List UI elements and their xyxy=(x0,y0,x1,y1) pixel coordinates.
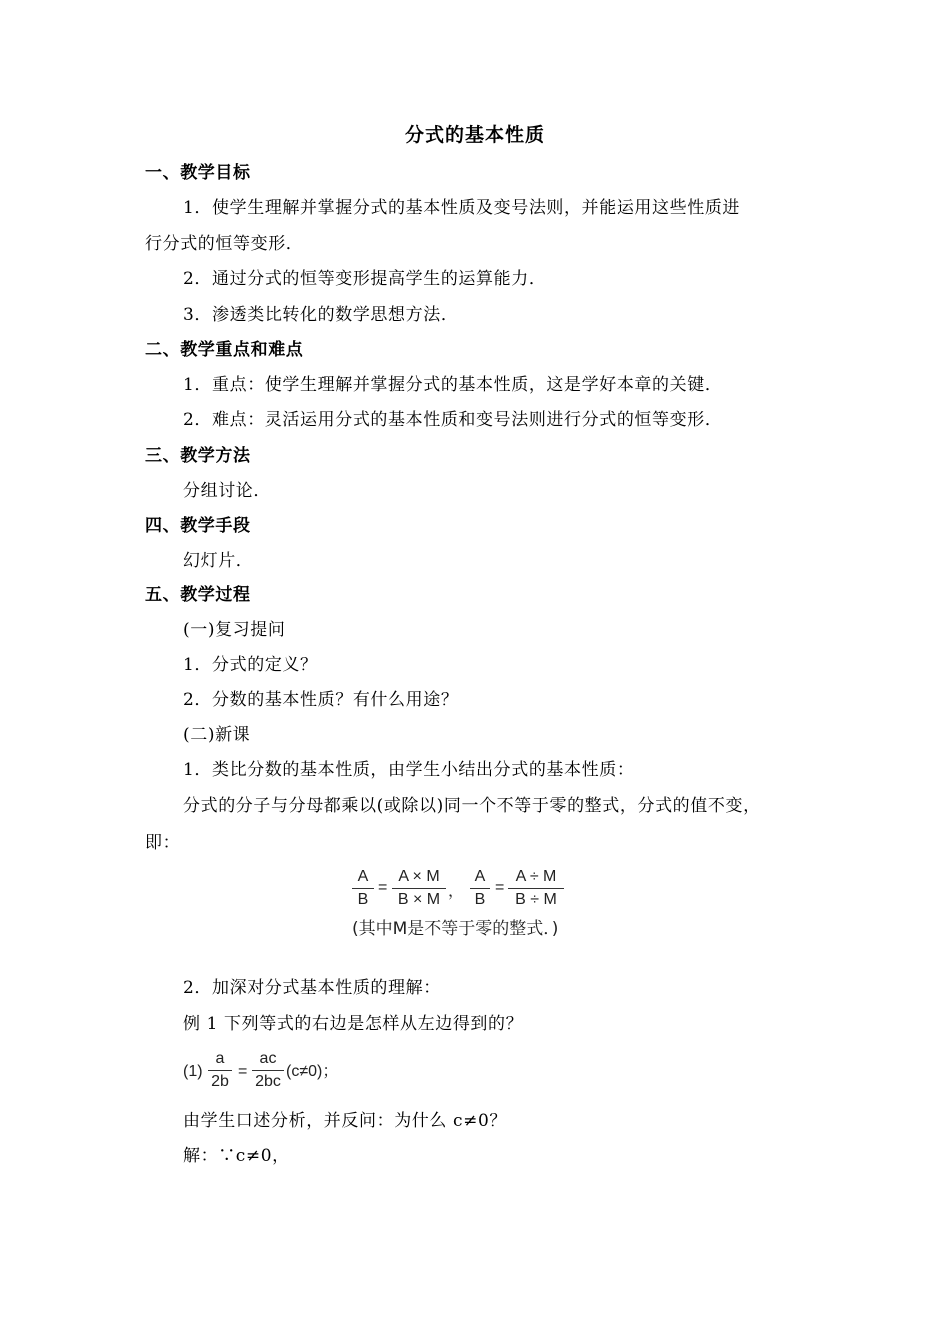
equals-sign: = xyxy=(238,1063,248,1080)
paragraph: 分组讨论． xyxy=(183,481,271,501)
section-heading-keypoints: 二、教学重点和难点 xyxy=(145,340,304,360)
paragraph: 1．使学生理解并掌握分式的基本性质及变号法则，并能运用这些性质进 xyxy=(183,198,741,218)
numerator: A xyxy=(474,868,486,885)
paragraph: 例 1 下列等式的右边是怎样从左边得到的？ xyxy=(183,1014,524,1034)
paragraph: 2．加深对分式基本性质的理解： xyxy=(183,978,441,998)
section-heading-objectives: 一、教学目标 xyxy=(145,163,251,183)
equals-sign: = xyxy=(495,879,505,896)
numerator: A ÷ M xyxy=(515,868,557,885)
paragraph: (一)复习提问 xyxy=(183,620,286,640)
numerator: A xyxy=(357,868,369,885)
paragraph: 3．渗透类比转化的数学思想方法． xyxy=(183,305,459,325)
fraction xyxy=(352,868,374,909)
fraction-bar xyxy=(392,888,446,889)
fraction-bar xyxy=(508,888,564,889)
fraction xyxy=(252,1050,284,1091)
paragraph: 1．分式的定义？ xyxy=(183,655,318,675)
paragraph: 1．重点：使学生理解并掌握分式的基本性质，这是学好本章的关键． xyxy=(183,375,723,395)
fraction xyxy=(508,868,564,909)
fraction-bar xyxy=(208,1070,232,1071)
fraction-bar xyxy=(352,888,374,889)
paragraph: 行分式的恒等变形． xyxy=(145,234,304,254)
comma: ， xyxy=(448,883,465,900)
denominator: 2b xyxy=(211,1073,229,1090)
fraction xyxy=(392,868,446,909)
paragraph: 分式的分子与分母都乘以(或除以)同一个不等于零的整式，分式的值不变， xyxy=(183,796,761,816)
paragraph: 2．通过分式的恒等变形提高学生的运算能力． xyxy=(183,269,547,289)
section-heading-methods: 三、教学方法 xyxy=(145,446,251,466)
denominator: B × M xyxy=(397,891,441,908)
paragraph: 解：∵c≠0， xyxy=(183,1146,290,1166)
denominator: B ÷ M xyxy=(515,891,557,908)
paragraph: 由学生口述分析，并反问：为什么 c≠0？ xyxy=(183,1111,507,1131)
fraction-bar xyxy=(252,1070,284,1071)
denominator: B xyxy=(474,891,486,908)
paragraph: 1．类比分数的基本性质，由学生小结出分式的基本性质： xyxy=(183,760,635,780)
condition: (c≠0)； xyxy=(286,1063,339,1080)
paragraph: 幻灯片． xyxy=(183,551,254,571)
paragraph: (二)新课 xyxy=(183,725,251,745)
numerator: A × M xyxy=(398,868,440,885)
section-heading-means: 四、教学手段 xyxy=(145,516,251,536)
equals-sign: = xyxy=(378,879,388,896)
section-heading-process: 五、教学过程 xyxy=(145,585,251,605)
paragraph: 即： xyxy=(145,833,181,853)
formula-note: (其中M是不等于零的整式．) xyxy=(352,919,559,939)
denominator: 2bc xyxy=(255,1073,281,1090)
paragraph: 2．分数的基本性质？有什么用途？ xyxy=(183,690,459,710)
fraction xyxy=(470,868,490,909)
fraction xyxy=(208,1050,232,1091)
numerator: a xyxy=(215,1050,225,1067)
document-title: 分式的基本性质 xyxy=(404,124,545,146)
item-number: (1) xyxy=(183,1063,203,1080)
denominator: B xyxy=(357,891,369,908)
paragraph: 2．难点：灵活运用分式的基本性质和变号法则进行分式的恒等变形． xyxy=(183,410,723,430)
fraction-bar xyxy=(470,888,490,889)
numerator: ac xyxy=(259,1050,277,1067)
